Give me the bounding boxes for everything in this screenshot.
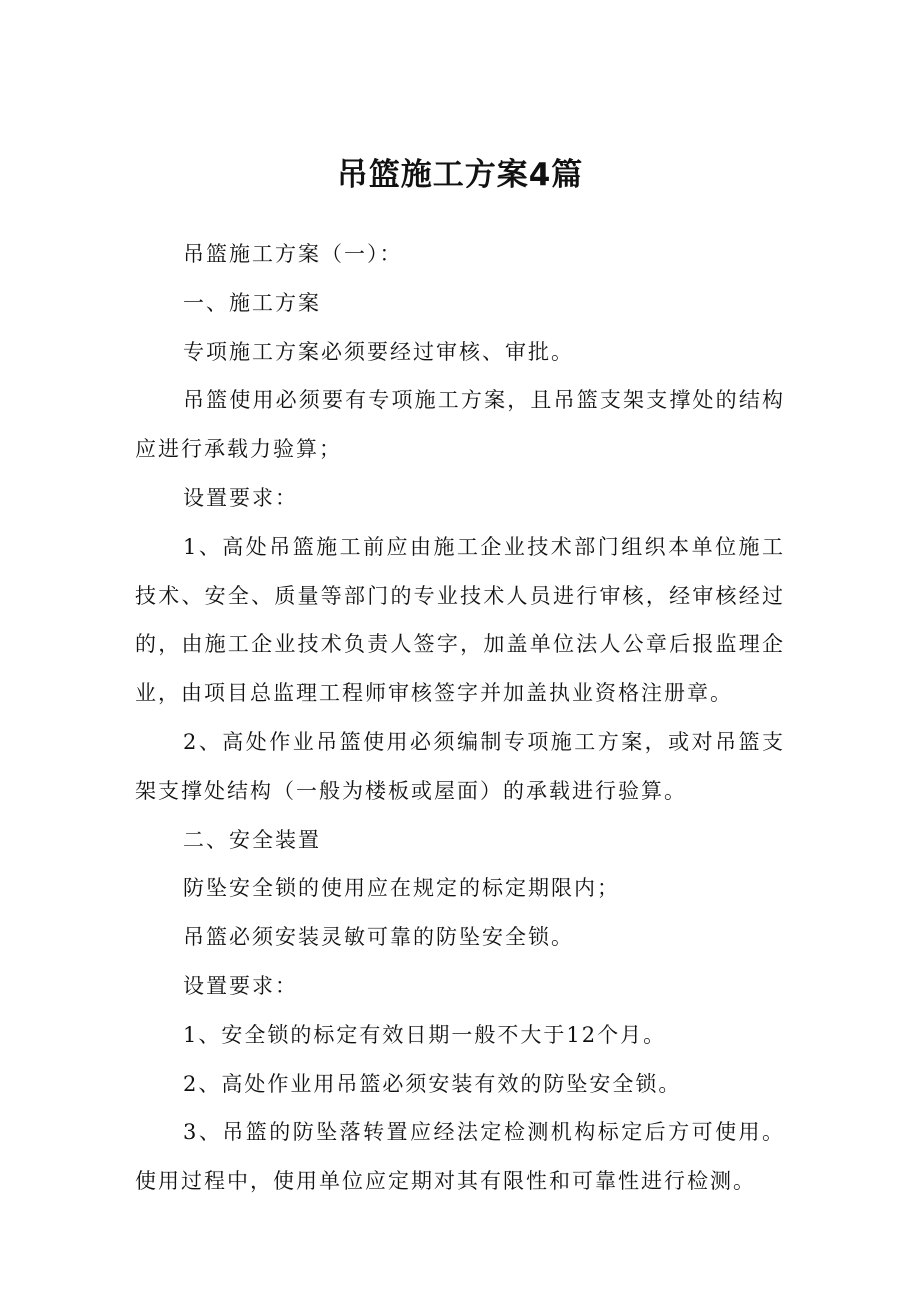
section-heading: 吊篮施工方案（一）： <box>183 242 403 266</box>
paragraph: 防坠安全锁的使用应在规定的标定期限内； <box>183 876 620 901</box>
paragraph: 专项施工方案必须要经过审核、审批。 <box>183 339 574 364</box>
subsection-heading: 二、安全装置 <box>183 827 321 852</box>
paragraph: 设置要求： <box>183 973 298 998</box>
document-body <box>135 230 785 1206</box>
paragraph: 2、高处作业吊篮使用必须编制专项施工方案，或对吊篮支架支撑处结构（一般为楼板或屋面）的承载进行验算。 <box>135 729 785 803</box>
paragraph: 3、吊篮的防坠落转置应经法定检测机构标定后方可使用。使用过程中，使用单位应定期对其有限性和可靠性进行检测。 <box>135 1120 785 1194</box>
paragraph: 1、安全锁的标定有效日期一般不大于12个月。 <box>183 1022 667 1047</box>
paragraph: 1、高处吊篮施工前应由施工企业技术部门组织本单位施工技术、安全、质量等部门的专业技术人员进行审核，经审核经过的，由施工企业技术负责人签字，加盖单位法人公章后报监理企业，由项目总监理工程师审核签字并加盖执业资格注册章。 <box>135 534 785 706</box>
paragraph: 2、高处作业用吊篮必须安装有效的防坠安全锁。 <box>183 1071 682 1096</box>
subsection-heading: 一、施工方案 <box>183 290 321 315</box>
paragraph: 吊篮必须安装灵敏可靠的防坠安全锁。 <box>183 925 574 950</box>
paragraph: 吊篮使用必须要有专项施工方案，且吊篮支架支撑处的结构应进行承载力验算； <box>135 388 785 462</box>
document-title: 吊篮施工方案4篇 <box>336 157 584 193</box>
paragraph: 设置要求： <box>183 485 298 510</box>
